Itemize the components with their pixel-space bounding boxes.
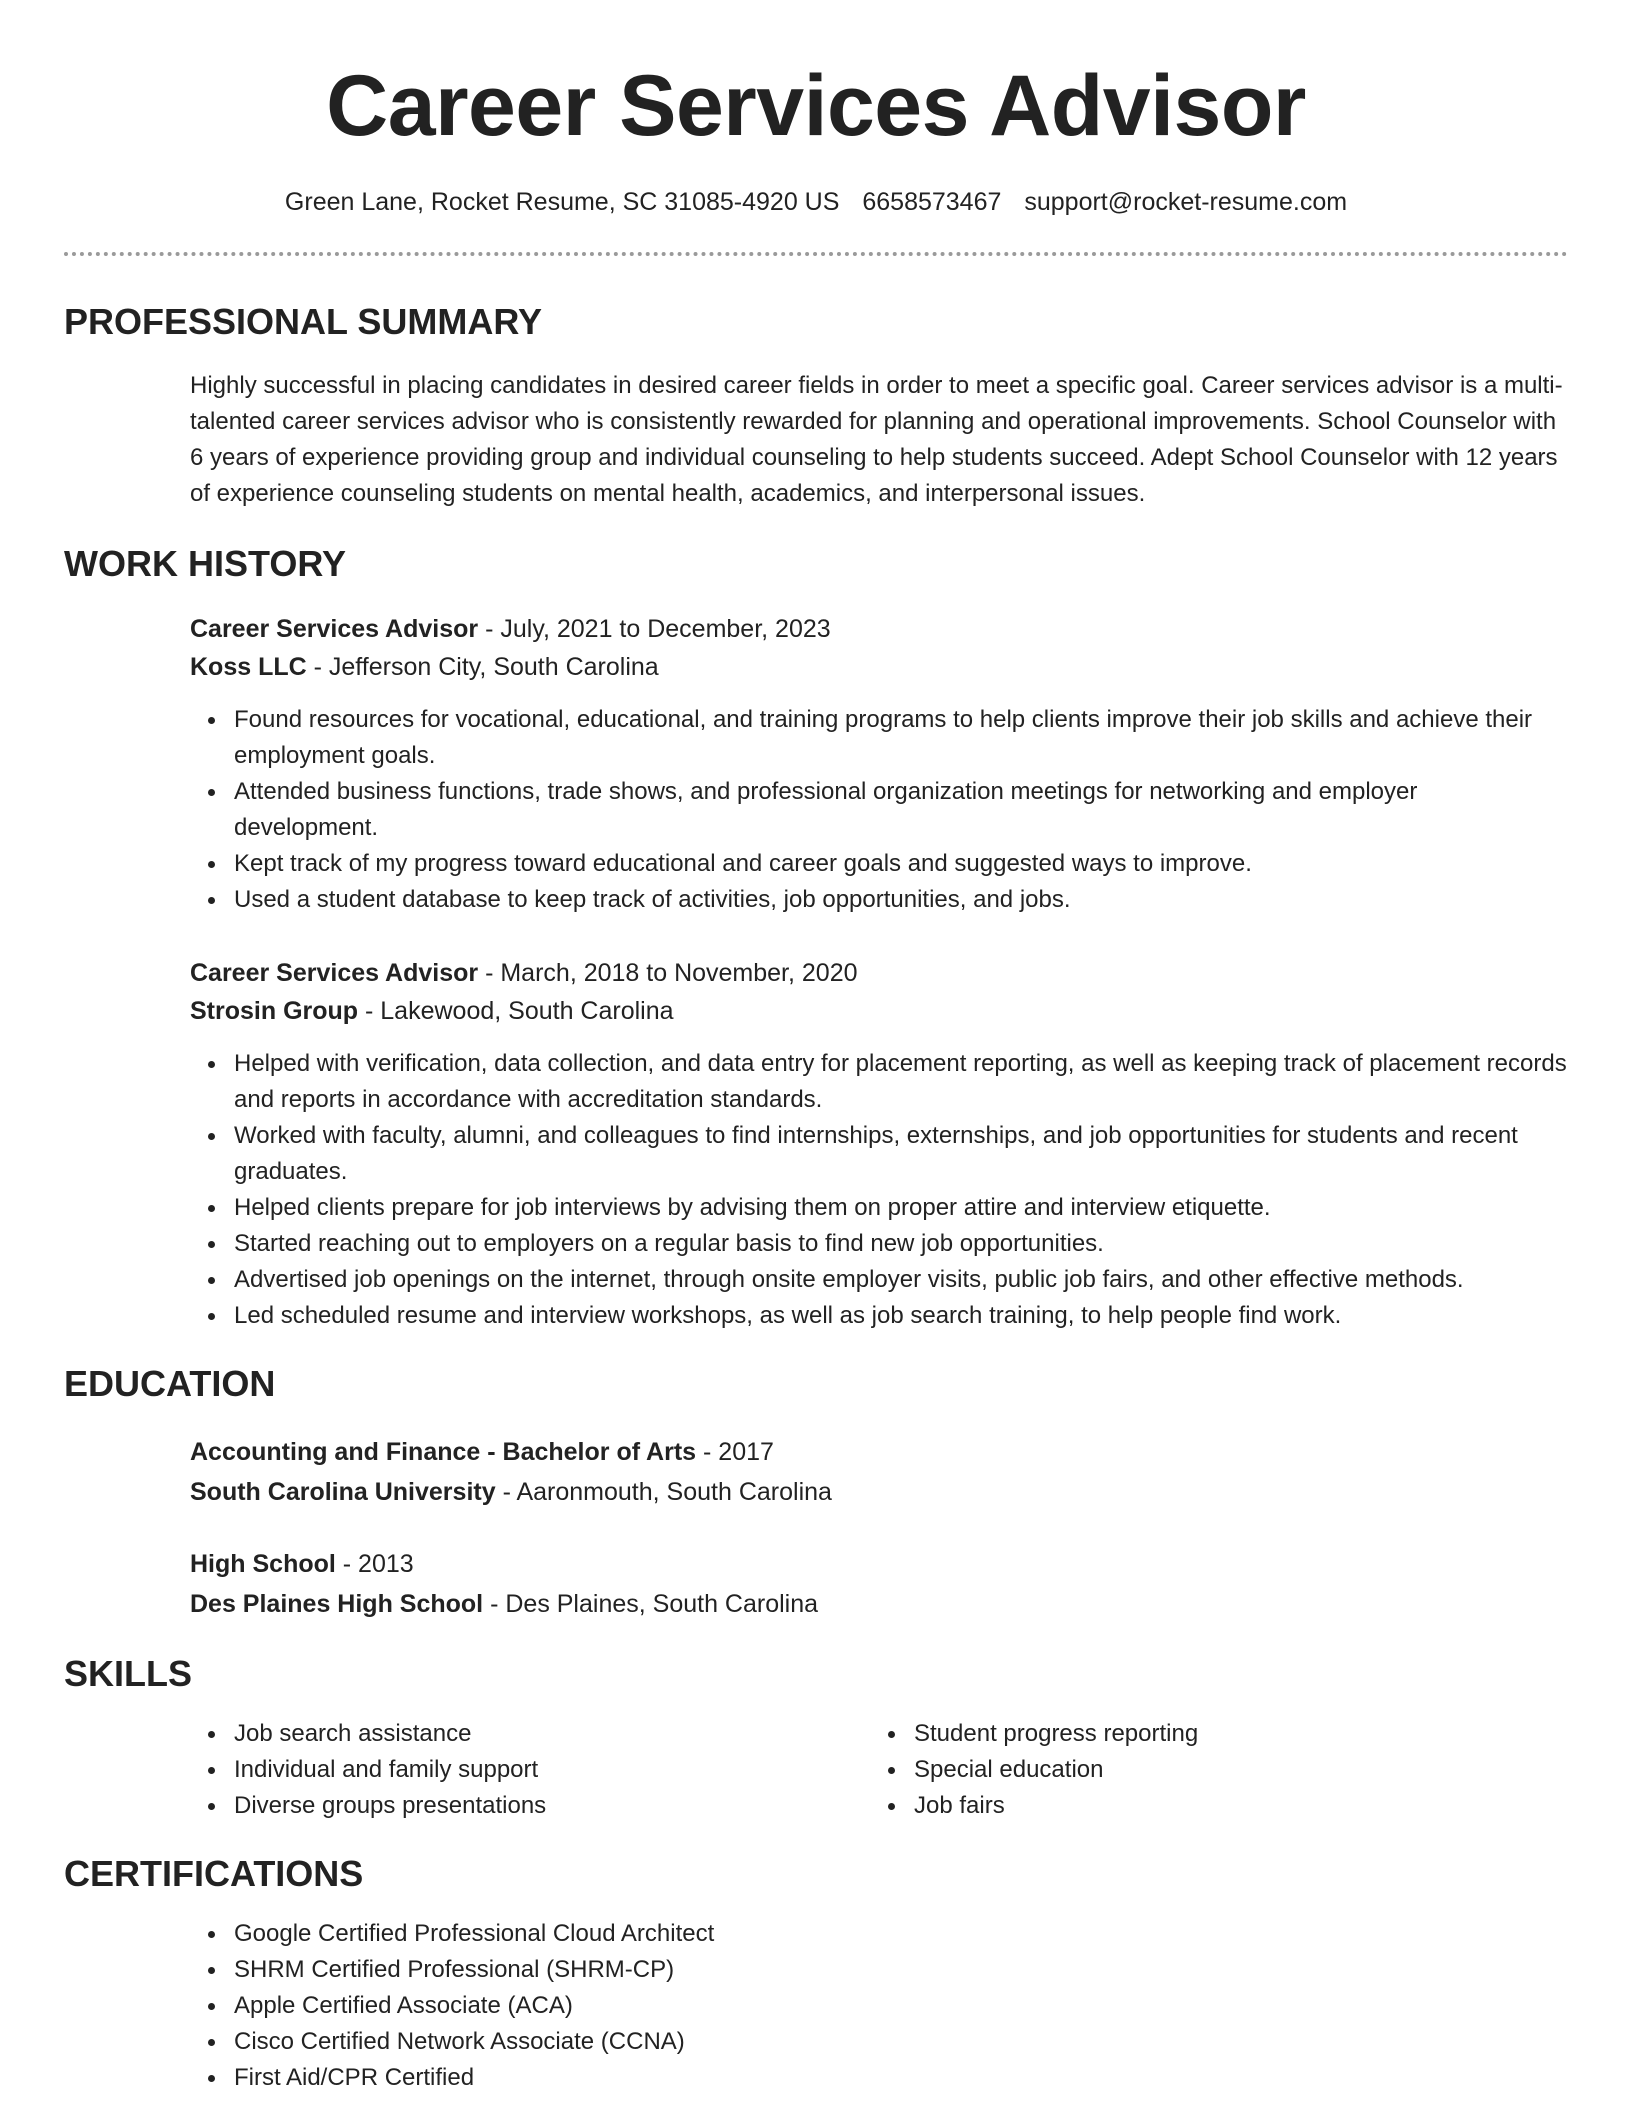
degree-line [190, 1432, 1568, 1472]
list-item: Found resources for vocational, educational, and training programs to help clients improve their job skills and achieve their employment goals. [234, 702, 1568, 774]
school: Des Plaines High School [190, 1590, 484, 1618]
job-role-line [190, 610, 1568, 648]
school-line [190, 1584, 1568, 1624]
skills-list [190, 1716, 870, 1824]
degree-year: - 2013 [335, 1550, 414, 1578]
job-company-line [190, 648, 1568, 686]
contact-phone: 6658573467 [862, 188, 1002, 216]
work-history-heading: WORK HISTORY [64, 543, 347, 584]
header-divider [64, 252, 1568, 256]
list-item: Diverse groups presentations [234, 1788, 870, 1824]
job-entry [64, 610, 1568, 918]
job-company-line [190, 992, 1568, 1030]
summary-text: Highly successful in placing candidates in desired career fields in order to meet a specific goal. Career services advisor is a multi-talented career services advisor who is consistently rewarded for planning and operational improvements. School Counselor with 6 years of experience providing group and individual counseling to help students succeed. Adept School Counselor with 12 years of experience counseling students on mental health, academics, and interpersonal issues. [190, 372, 1563, 507]
certifications-section [64, 1916, 1568, 2096]
list-item: SHRM Certified Professional (SHRM-CP) [234, 1952, 1568, 1988]
degree: High School [190, 1550, 336, 1578]
summary-heading: PROFESSIONAL SUMMARY [64, 301, 543, 342]
skills-column-right [870, 1716, 1550, 1824]
school-location: - Aaronmouth, South Carolina [495, 1478, 832, 1506]
certifications-heading: CERTIFICATIONS [64, 1853, 364, 1894]
job-role: Career Services Advisor [190, 615, 479, 643]
job-role: Career Services Advisor [190, 959, 479, 987]
list-item: Attended business functions, trade shows, and professional organization meetings for networking and employer development. [234, 774, 1568, 846]
school-location: - Des Plaines, South Carolina [483, 1590, 819, 1618]
school-line [190, 1472, 1568, 1512]
list-item: Special education [914, 1752, 1550, 1788]
list-item: Advertised job openings on the internet, through onsite employer visits, public job fairs, and other effective methods. [234, 1262, 1568, 1298]
school: South Carolina University [190, 1478, 496, 1506]
degree: Accounting and Finance - Bachelor of Arts [190, 1438, 697, 1466]
education-entry [64, 1544, 1568, 1624]
degree-year: - 2017 [696, 1438, 774, 1466]
list-item: Apple Certified Associate (ACA) [234, 1988, 1568, 2024]
contact-line [64, 186, 1568, 218]
job-dates: - July, 2021 to December, 2023 [478, 615, 831, 643]
list-item: Job search assistance [234, 1716, 870, 1752]
skills-heading: SKILLS [64, 1653, 193, 1694]
skills-column-left [190, 1716, 870, 1824]
job-role-line [190, 954, 1568, 992]
job-company: Koss LLC [190, 653, 307, 681]
list-item: Individual and family support [234, 1752, 870, 1788]
list-item: First Aid/CPR Certified [234, 2060, 1568, 2096]
list-item: Student progress reporting [914, 1716, 1550, 1752]
job-bullet-list [190, 1046, 1568, 1334]
contact-address: Green Lane, Rocket Resume, SC 31085-4920 US [284, 188, 840, 216]
job-company: Strosin Group [190, 997, 359, 1025]
skills-list [870, 1716, 1550, 1824]
education-entry [64, 1432, 1568, 1512]
education-heading: EDUCATION [64, 1363, 276, 1404]
contact-email: support@rocket-resume.com [1024, 188, 1348, 216]
job-location: - Lakewood, South Carolina [358, 997, 674, 1025]
list-item: Cisco Certified Network Associate (CCNA) [234, 2024, 1568, 2060]
list-item: Used a student database to keep track of activities, job opportunities, and jobs. [234, 882, 1568, 918]
list-item: Helped with verification, data collection, and data entry for placement reporting, as well as keeping track of placement records and reports in accordance with accreditation standards. [234, 1046, 1568, 1118]
degree-line [190, 1544, 1568, 1584]
certifications-list [190, 1916, 1568, 2096]
job-entry [64, 954, 1568, 1334]
list-item: Job fairs [914, 1788, 1550, 1824]
list-item: Worked with faculty, alumni, and colleagues to find internships, externships, and job opportunities for students and recent graduates. [234, 1118, 1568, 1190]
list-item: Kept track of my progress toward educational and career goals and suggested ways to improve. [234, 846, 1568, 882]
page-title: Career Services Advisor [326, 58, 1306, 154]
list-item: Led scheduled resume and interview workshops, as well as job search training, to help people find work. [234, 1298, 1568, 1334]
job-location: - Jefferson City, South Carolina [306, 653, 659, 681]
list-item: Helped clients prepare for job interviews by advising them on proper attire and interview etiquette. [234, 1190, 1568, 1226]
list-item: Google Certified Professional Cloud Architect [234, 1916, 1568, 1952]
skills-grid [64, 1716, 1568, 1824]
job-dates: - March, 2018 to November, 2020 [478, 959, 858, 987]
list-item: Started reaching out to employers on a regular basis to find new job opportunities. [234, 1226, 1568, 1262]
job-bullet-list [190, 702, 1568, 918]
